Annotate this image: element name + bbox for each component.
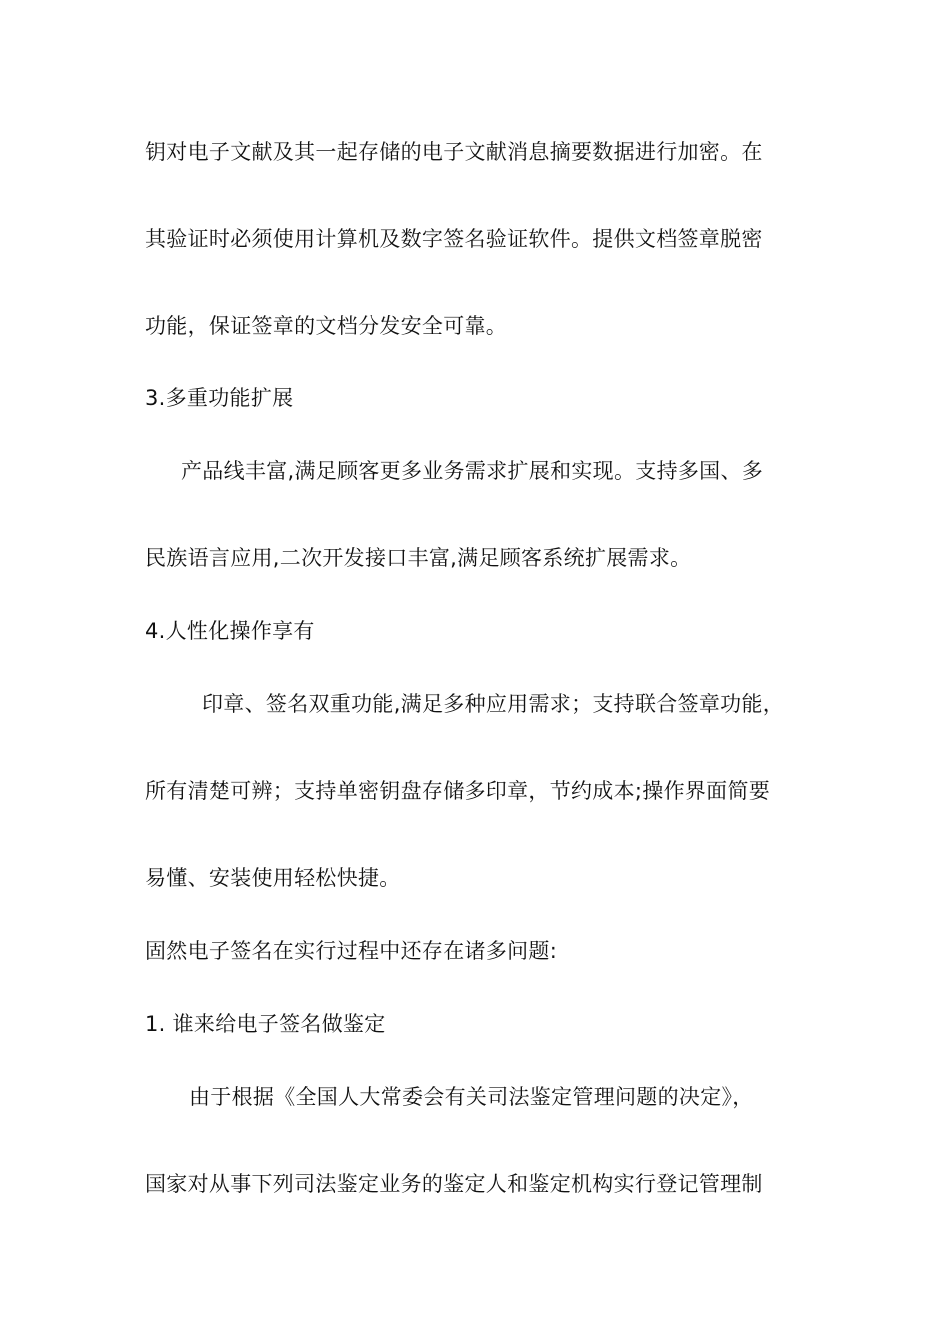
paragraph-line: 由于根据《全国人大常委会有关司法鉴定管理问题的决定》， [189, 1085, 754, 1109]
paragraph-line: 钥对电子文献及其一起存储的电子文献消息摘要数据进行加密。在 [145, 140, 763, 164]
section-heading: 3.多重功能扩展 [145, 386, 294, 410]
paragraph-line: 国家对从事下列司法鉴定业务的鉴定人和鉴定机构实行登记管理制 [145, 1172, 763, 1196]
paragraph-line: 所有清楚可辨；支持单密钥盘存储多印章，节约成本;操作界面简要 [145, 779, 771, 803]
section-heading: 1. 谁来给电子签名做鉴定 [145, 1012, 386, 1036]
paragraph-line: 固然电子签名在实行过程中还存在诸多问题: [145, 939, 558, 963]
paragraph-line: 易懂、安装使用轻松快捷。 [145, 866, 401, 890]
paragraph-line: 其验证时必须使用计算机及数字签名验证软件。提供文档签章脱密 [145, 227, 763, 251]
paragraph-line: 功能，保证签章的文档分发安全可靠。 [145, 314, 508, 338]
paragraph-line: 印章、签名双重功能,满足多种应用需求；支持联合签章功能， [202, 692, 785, 716]
paragraph-line: 产品线丰富,满足顾客更多业务需求扩展和实现。支持多国、多 [181, 459, 764, 483]
paragraph-line: 民族语言应用,二次开发接口丰富,满足顾客系统扩展需求。 [145, 546, 692, 570]
section-heading: 4.人性化操作享有 [145, 619, 315, 643]
